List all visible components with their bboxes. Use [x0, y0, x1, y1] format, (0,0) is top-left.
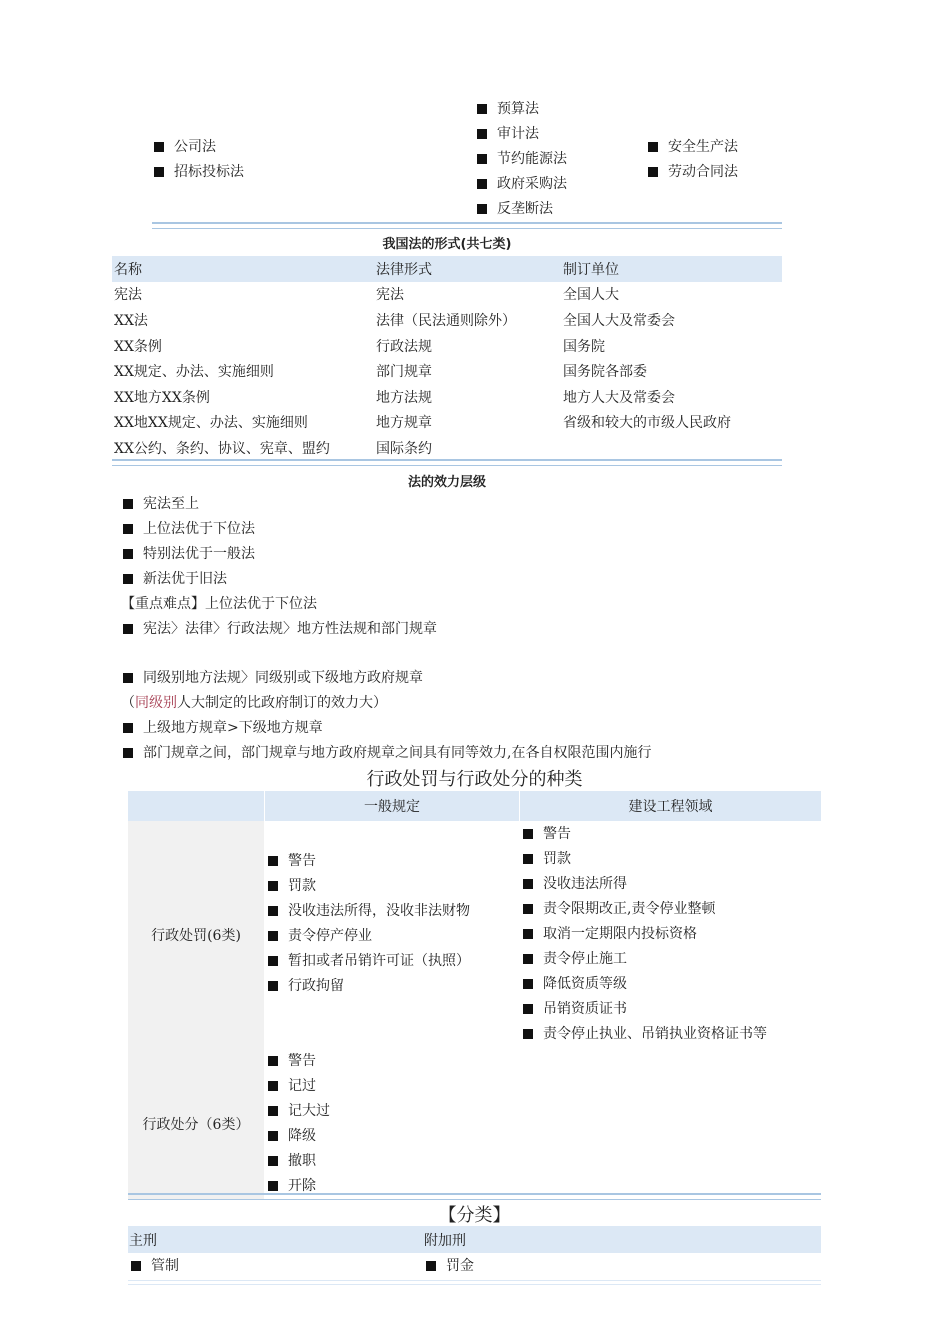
- table-row: [128, 821, 821, 1048]
- table-row: [112, 282, 782, 308]
- list-item: 上位法优于下位法: [121, 517, 255, 542]
- list-item: 记过: [266, 1074, 518, 1099]
- cell: XX规定、办法、实施细则: [114, 364, 274, 381]
- list-item: 责令停止执业、吊销执业资格证书等: [521, 1022, 820, 1047]
- list-item: 安全生产法: [646, 135, 738, 160]
- main-cell: [128, 1253, 423, 1280]
- cell: XX地XX规定、办法、实施细则: [114, 415, 308, 432]
- header-main: 主刑: [128, 1226, 423, 1253]
- list-item: 警告: [266, 1049, 518, 1074]
- list-item: 责令停产停业: [266, 924, 518, 949]
- table-header-row: [112, 256, 782, 282]
- sanction-label: 行政处分（6类）: [128, 1048, 265, 1200]
- list-item: 没收违法所得，没收非法财物: [266, 899, 518, 924]
- list-item: 降低资质等级: [521, 972, 820, 997]
- cell: 国际条约: [376, 440, 432, 457]
- forms-table: [112, 256, 782, 461]
- cell: 宪法: [114, 287, 142, 304]
- list-item: 宪法至上: [121, 492, 255, 517]
- penalty-construction-cell: [520, 821, 822, 1048]
- divider: [128, 1280, 821, 1285]
- list-item: 责令限期改正,责令停业整顿: [521, 897, 820, 922]
- penalty-table: [128, 791, 821, 1200]
- cell: 行政法规: [376, 338, 432, 355]
- list-item: 记大过: [266, 1099, 518, 1124]
- cell: 宪法: [376, 287, 404, 304]
- sanction-general-cell: [265, 1048, 520, 1200]
- classification-title: 【分类】: [438, 1205, 511, 1226]
- list-item: 降级: [266, 1124, 518, 1149]
- table-row: [128, 1048, 821, 1200]
- cell: [561, 435, 782, 461]
- list-item: 警告: [521, 822, 820, 847]
- table-header-row: [128, 791, 821, 821]
- additional-cell: [423, 1253, 821, 1280]
- list-item: 劳动合同法: [646, 160, 738, 185]
- list-item: 反垄断法: [475, 197, 567, 222]
- hierarchy-local-list: [121, 666, 423, 691]
- list-item: 新法优于旧法: [121, 567, 255, 592]
- list-col1: [152, 135, 244, 185]
- list-item: 部门规章之间，部门规章与地方政府规章之间具有同等效力,在各自权限范围内施行: [121, 741, 651, 766]
- list-item: 特别法优于一般法: [121, 542, 255, 567]
- cell: 地方规章: [376, 415, 432, 432]
- list-item: 吊销资质证书: [521, 997, 820, 1022]
- cell: 法律（民法通则除外）: [376, 312, 516, 329]
- list-item: 罚款: [266, 874, 518, 899]
- divider: [152, 222, 782, 229]
- hierarchy-chain-list: [121, 617, 437, 642]
- note: [121, 691, 387, 716]
- header-construction: 建设工程领域: [520, 791, 822, 821]
- table-row: [112, 410, 782, 436]
- cell: 全国人大及常委会: [563, 312, 675, 329]
- list-item: 警告: [266, 849, 518, 874]
- table-row: [112, 435, 782, 461]
- cell: XX法: [114, 312, 148, 329]
- penalty-construction-list: [521, 822, 820, 1047]
- table-row: [128, 1253, 821, 1280]
- cell: 部门规章: [376, 364, 432, 381]
- divider: [128, 1193, 821, 1200]
- cell: 地方法规: [376, 389, 432, 406]
- penalty-title: 行政处罚与行政处分的种类: [366, 769, 583, 790]
- divider: [112, 459, 782, 466]
- penalty-general-cell: [265, 821, 520, 1048]
- cell: XX公约、条约、协议、宪章、盟约: [114, 440, 330, 457]
- list-item: 上级地方规章>下级地方规章: [121, 716, 651, 741]
- hierarchy-list: [121, 492, 255, 592]
- table-row: [112, 307, 782, 333]
- penalty-general-list: [266, 849, 518, 999]
- list-item: 罚款: [521, 847, 820, 872]
- list-item: 开除: [266, 1174, 518, 1199]
- table-row: [112, 358, 782, 384]
- list-item: 公司法: [152, 135, 244, 160]
- list-item: 暂扣或者吊销许可证（执照）: [266, 949, 518, 974]
- header-unit: 制订单位: [561, 256, 782, 282]
- cell: 全国人大: [563, 287, 619, 304]
- list-item: 节约能源法: [475, 147, 567, 172]
- header-general: 一般规定: [265, 791, 520, 821]
- cell: 省级和较大的市级人民政府: [563, 415, 731, 432]
- note-rest: 人大制定的比政府制订的效力大）: [177, 695, 387, 711]
- header-form: 法律形式: [374, 256, 561, 282]
- note-open: （: [121, 695, 135, 711]
- cell: 国务院: [563, 338, 605, 355]
- list-item: 同级别地方法规〉同级别或下级地方政府规章: [121, 666, 423, 691]
- penalty-label: 行政处罚(6类): [128, 821, 265, 1048]
- list-item: 宪法〉法律〉行政法规〉地方性法规和部门规章: [121, 617, 437, 642]
- header-additional: 附加刑: [423, 1226, 821, 1253]
- cell: XX条例: [114, 338, 162, 355]
- classification-table: [128, 1226, 821, 1280]
- header-name: 名称: [112, 256, 374, 282]
- list-item: 政府采购法: [475, 172, 567, 197]
- list-item: 管制: [129, 1254, 422, 1279]
- list-item: 取消一定期限内投标资格: [521, 922, 820, 947]
- list-col3: [646, 135, 738, 185]
- list-item: 行政拘留: [266, 974, 518, 999]
- list-item: 没收违法所得: [521, 872, 820, 897]
- hierarchy-title: 法的效力层级: [407, 475, 486, 490]
- list-item: 撤职: [266, 1149, 518, 1174]
- note-highlight: 同级别: [135, 695, 177, 711]
- list-item: 审计法: [475, 122, 567, 147]
- main-list: [129, 1254, 422, 1279]
- cell: XX地方XX条例: [114, 389, 210, 406]
- table-row: [112, 333, 782, 359]
- list-item: 责令停止施工: [521, 947, 820, 972]
- list-col2: [475, 97, 567, 222]
- additional-list: [424, 1254, 820, 1279]
- table-header-row: [128, 1226, 821, 1253]
- list-item: 招标投标法: [152, 160, 244, 185]
- list-item: 预算法: [475, 97, 567, 122]
- cell: 地方人大及常委会: [563, 389, 675, 406]
- list-item: 罚金: [424, 1254, 820, 1279]
- sanction-construction-cell: [520, 1048, 822, 1200]
- forms-title: 我国法的形式(共七类): [382, 237, 512, 252]
- sanction-general-list: [266, 1049, 518, 1199]
- key-point: 【重点难点】上位法优于下位法: [121, 596, 317, 612]
- header-empty: [128, 791, 265, 821]
- table-row: [112, 384, 782, 410]
- hierarchy-list-2: [121, 716, 651, 766]
- cell: 国务院各部委: [563, 364, 647, 381]
